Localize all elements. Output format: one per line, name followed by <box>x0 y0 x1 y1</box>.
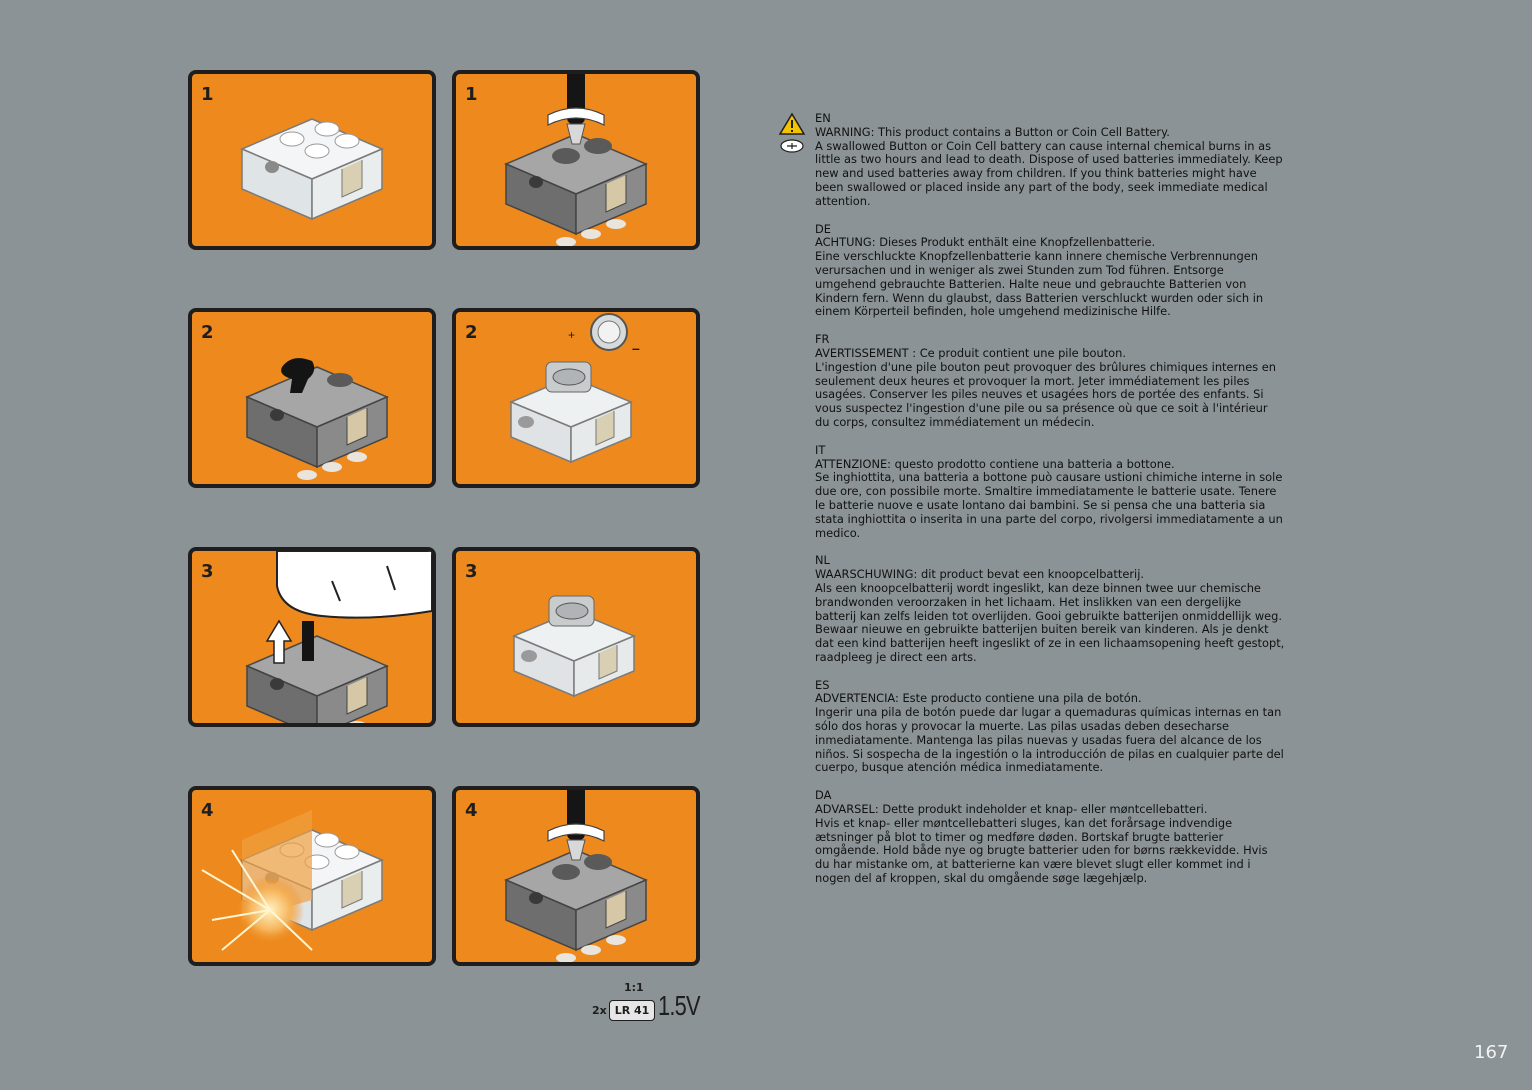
language-code: ES <box>815 677 830 692</box>
warning-it <box>815 444 1285 541</box>
step-panel-3a <box>188 547 436 727</box>
warning-nl <box>815 554 1285 664</box>
warning-de <box>815 223 1285 320</box>
warning-fr <box>815 333 1285 430</box>
lid-removed-illustration <box>192 312 432 484</box>
replace-lid-illustration <box>192 551 432 723</box>
warning-title: WARNING: This product contains a Button or Coin Cell Battery. <box>815 124 1170 139</box>
battery-insert-illustration <box>456 312 696 484</box>
language-code: NL <box>815 553 830 568</box>
warning-title: ADVERTENCIA: Este producto contiene una pila de botón. <box>815 691 1142 706</box>
scale-ratio: 1:1 <box>624 981 644 994</box>
step-panel-2b <box>452 308 700 488</box>
warning-triangle-icon <box>778 112 806 156</box>
warning-body: Als een knoopcelbatterij wordt ingeslikt, kan deze binnen twee uur chemische brandwonden veroorzaken in het lichaam. Het inslikken van een dergelijke batterij kan zelfs leiden tot overlijden. Gooi gebruikte batterijen onmiddellijk weg. Bewaar nieuwe en gebruikte batterijen buiten bereik van kinderen. Als je denkt dat een kind batterijen heeft ingeslikt of ze in een lichaamsopening heeft gestopt, raadpleeg je direct een arts. <box>815 580 1285 664</box>
warning-title: ADVARSEL: Dette produkt indeholder et knap- eller møntcellebatteri. <box>815 802 1208 817</box>
warning-title: WAARSCHUWING: dit product bevat een knoopcelbatterij. <box>815 567 1144 582</box>
screw-in-illustration <box>456 790 696 962</box>
step-number: 1 <box>465 84 478 105</box>
light-on-illustration <box>192 790 432 962</box>
warning-body: Hvis et knap- eller møntcellebatteri sluges, kan det forårsage indvendige ætsninger på blot to timer og medføre døden. Bortskaf brugte batterier omgående. Hold både nye og brugte batterier uden for børns rækkevidde. Hvis du har mistanke om, at batterierne kan være blevet slugt eller kommet ind i nogen del af kroppen, skal du omgående søge lægehjælp. <box>815 815 1268 886</box>
step-number: 4 <box>201 800 214 821</box>
warning-body: A swallowed Button or Coin Cell battery can cause internal chemical burns in as little as two hours and lead to death. Dispose of used batteries immediately. Keep new and used batteries away from children. If you think batteries might have been swallowed or placed inside any part of the body, seek immediate medical attention. <box>815 138 1283 208</box>
warning-body: Ingerir una pila de botón puede dar lugar a quemaduras químicas internas en tan sólo dos horas y provocar la muerte. Las pilas usadas deben desecharse inmediatamente. Mantenga las pilas nuevas y usadas fuera del alcance de los niños. Si sospecha de la ingestión o la introducción de pilas en cualquier parte del cuerpo, busque atención médica inmediatamente. <box>815 705 1284 775</box>
step-number: 3 <box>465 561 478 582</box>
battery-voltage: 1.5V <box>658 990 700 1021</box>
warning-en <box>815 112 1285 209</box>
warning-es <box>815 679 1285 776</box>
step-panel-4b <box>452 786 700 966</box>
clear-brick-illustration <box>192 74 432 246</box>
warning-title: ACHTUNG: Dieses Produkt enthält eine Knopfzellenbatterie. <box>815 235 1156 250</box>
plus-sign: + <box>568 328 576 342</box>
page-number: 167 <box>1474 1042 1509 1063</box>
warning-title: ATTENZIONE: questo prodotto contiene una batteria a bottone. <box>815 456 1175 471</box>
coin-battery-icon <box>781 140 803 152</box>
step-panel-4a <box>188 786 436 966</box>
unscrew-illustration <box>456 74 696 246</box>
minus-sign: – <box>632 340 640 356</box>
step-number: 2 <box>465 322 478 343</box>
language-code: FR <box>815 332 830 347</box>
step-panel-1b <box>452 70 700 250</box>
step-panel-1a <box>188 70 436 250</box>
battery-type-badge: LR 41 <box>609 1000 655 1021</box>
step-number: 4 <box>465 800 478 821</box>
language-code: DE <box>815 221 831 236</box>
step-number: 2 <box>201 322 214 343</box>
warning-body: L'ingestion d'une pile bouton peut provoquer des brûlures chimiques internes en seulement deux heures et provoquer la mort. Jeter immédiatement les piles usagées. Conserver les piles neuves et usagées hors de portée des enfants. Si vous suspectez l'ingestion d'une pile ou sa présence où que ce soit à l'intérieur du corps, consultez immédiatement un médecin. <box>815 359 1277 429</box>
warning-body: Se inghiottita, una batteria a bottone può causare ustioni chimiche interne in sole due ore, con possibile morte. Smaltire immediatamente le batterie usate. Tenere le batterie nuove e usate lontano dai bambini. Se si pensa che una batteria sia stata inghiottita o inserita in una parte del corpo, rivolgersi immediatamente a un medico. <box>815 470 1283 540</box>
language-code: EN <box>815 111 831 125</box>
battery-seated-illustration <box>456 551 696 723</box>
warning-title: AVERTISSEMENT : Ce produit contient une pile bouton. <box>815 345 1126 360</box>
step-number: 3 <box>201 561 214 582</box>
battery-quantity: 2x <box>592 1004 607 1017</box>
step-panel-2a <box>188 308 436 488</box>
language-code: DA <box>815 788 832 803</box>
warning-da <box>815 789 1285 886</box>
language-code: IT <box>815 442 826 457</box>
warning-body: Eine verschluckte Knopfzellenbatterie kann innere chemische Verbrennungen verursachen und in weniger als zwei Stunden zum Tod führen. Entsorge umgehend gebrauchte Batterien. Halte neue und gebrauchte Batterien von Kindern fern. Wenn du glaubst, dass Batterien verschluckt wurden oder sich in einem Körperteil befinden, hole umgehend medizinische Hilfe. <box>815 249 1264 319</box>
step-number: 1 <box>201 84 214 105</box>
warning-icons <box>778 112 806 161</box>
battery-warnings <box>815 112 1285 900</box>
step-panel-3b <box>452 547 700 727</box>
